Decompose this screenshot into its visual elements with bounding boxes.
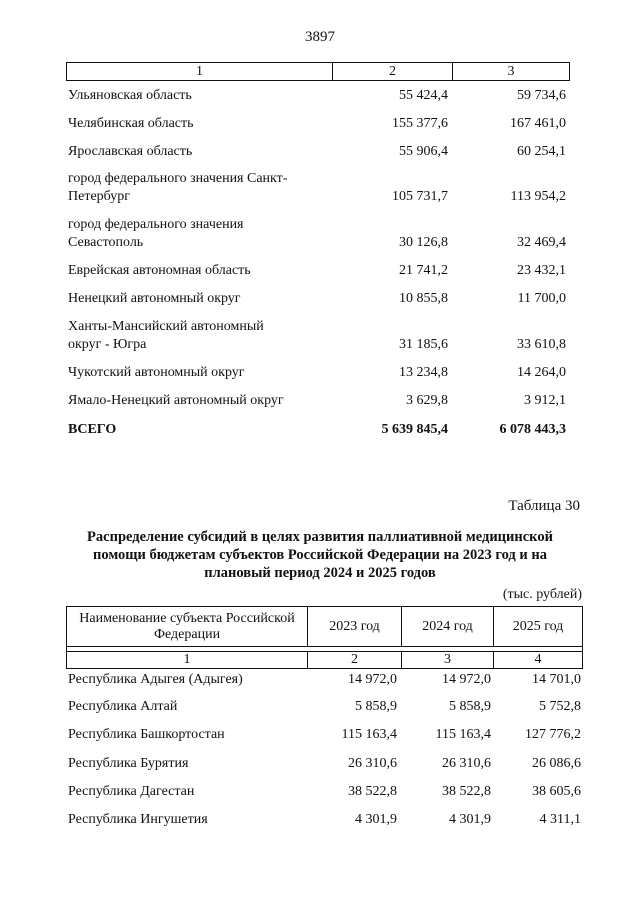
value-2024: 4 301,9 [449,812,491,827]
region-name: Республика Адыгея (Адыгея) [68,672,243,687]
value-2025: 5 752,8 [539,699,581,714]
table-title: Распределение субсидий в целях развития паллиативной медицинской помощи бюджетам субъектов Российской Федерации на 2023 год и на плановый период 2024 и 2025 годов [87,529,553,581]
value-2023: 55 906,4 [399,144,448,159]
column-number-4: 4 [534,652,542,667]
value-2024: 167 461,0 [510,116,566,131]
value-2023: 3 629,8 [406,393,448,408]
value-2025: 127 776,2 [525,727,581,742]
total-value-2023: 5 639 845,4 [381,422,448,437]
region-name: Республика Дагестан [68,784,195,799]
value-2023: 115 163,4 [341,727,397,742]
value-2023: 55 424,4 [399,88,448,103]
total-value-2024: 6 078 443,3 [499,422,566,437]
table1-header-row [66,62,570,81]
value-2023: 26 310,6 [348,756,397,771]
value-2025: 4 311,1 [539,812,581,827]
table1-col-2-number: 2 [333,63,453,80]
value-2025: 38 605,6 [532,784,581,799]
region-name: Ненецкий автономный округ [68,291,241,306]
value-2023: 4 301,9 [355,812,397,827]
column-number-3: 3 [402,652,494,668]
column-header-region: Наименование субъекта Российской Федерации [67,607,308,646]
region-name: Ханты-Мансийский автономный округ - Югра [68,319,264,352]
value-2024: 38 522,8 [442,784,491,799]
total-label: ВСЕГО [68,422,117,437]
column-header-2025: 2025 год [512,618,564,634]
value-2024: 14 972,0 [442,672,491,687]
region-name: город федерального значения Санкт-Петербург [68,171,288,204]
table1-col-1-number: 1 [67,63,333,80]
value-2024: 26 310,6 [442,756,491,771]
value-2024: 3 912,1 [524,393,566,408]
value-2025: 14 701,0 [532,672,581,687]
column-number-1: 1 [67,652,308,668]
table1-col-3-number: 3 [507,64,515,79]
value-2023: 5 858,9 [355,699,397,714]
region-name: Ульяновская область [68,88,192,103]
value-2024: 11 700,0 [517,291,566,306]
value-2023: 13 234,8 [399,365,448,380]
value-2024: 113 954,2 [510,189,566,204]
units-label: (тыс. рублей) [502,587,582,602]
value-2024: 32 469,4 [517,235,566,250]
page-number: 3897 [305,29,335,45]
value-2023: 30 126,8 [399,235,448,250]
column-number-2: 2 [308,652,402,668]
column-header-2024: 2024 год [402,607,494,646]
table2-header [66,606,583,669]
table-label: Таблица 30 [508,498,580,514]
region-name: Еврейская автономная область [68,263,251,278]
value-2024: 23 432,1 [517,263,566,278]
value-2024: 33 610,8 [517,337,566,352]
value-2024: 115 163,4 [435,727,491,742]
value-2024: 14 264,0 [517,365,566,380]
value-2025: 26 086,6 [532,756,581,771]
region-name: Республика Алтай [68,699,178,714]
value-2023: 14 972,0 [348,672,397,687]
region-name: Республика Бурятия [68,756,189,771]
value-2023: 21 741,2 [399,263,448,278]
column-header-2023: 2023 год [308,607,402,646]
region-name: Ярославская область [68,144,193,159]
value-2023: 155 377,6 [392,116,448,131]
region-name: Ямало-Ненецкий автономный округ [68,393,284,408]
region-name: Республика Ингушетия [68,812,208,827]
region-name: Чукотский автономный округ [68,365,245,380]
region-name: Челябинская область [68,116,194,131]
value-2024: 60 254,1 [517,144,566,159]
region-name: Республика Башкортостан [68,727,225,742]
value-2023: 105 731,7 [392,189,448,204]
value-2023: 31 185,6 [399,337,448,352]
value-2024: 59 734,6 [517,88,566,103]
value-2023: 10 855,8 [399,291,448,306]
value-2024: 5 858,9 [449,699,491,714]
region-name: город федерального значения Севастополь [68,217,244,250]
value-2023: 38 522,8 [348,784,397,799]
